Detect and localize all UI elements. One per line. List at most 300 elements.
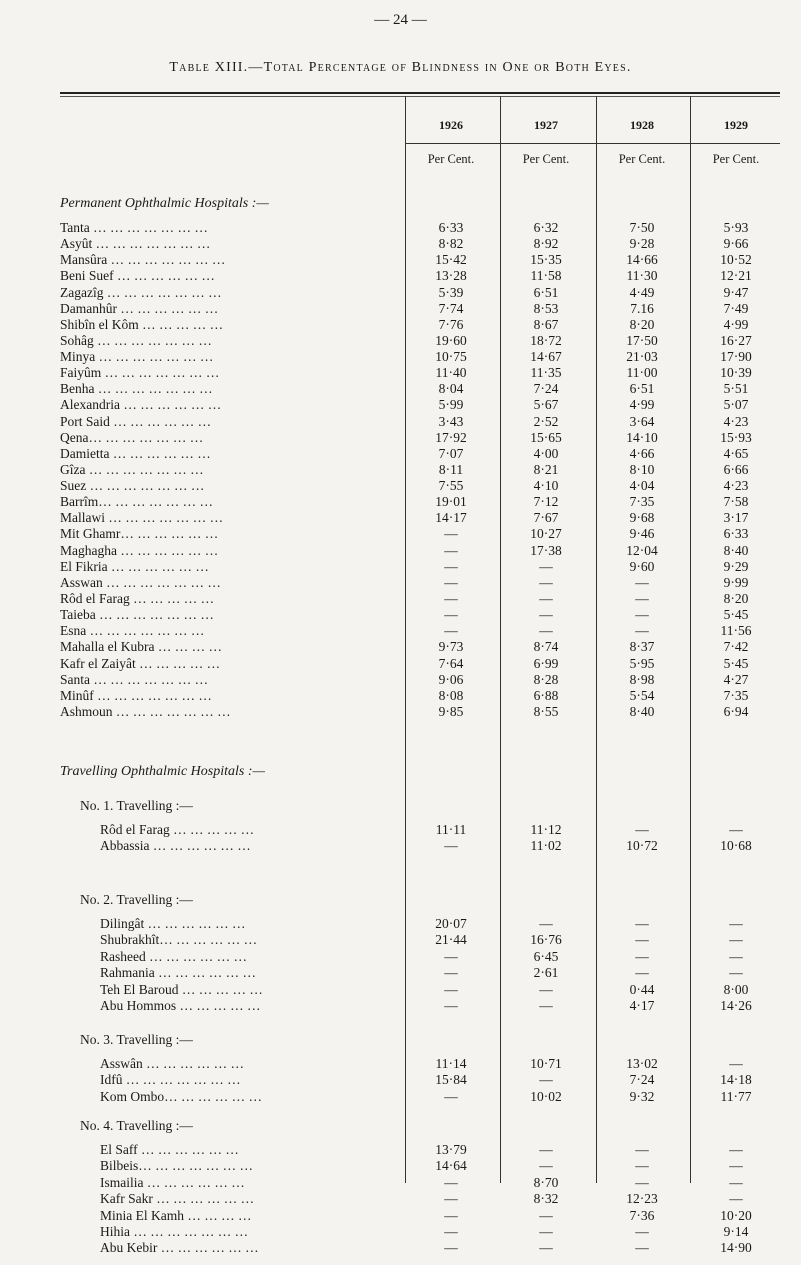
row-label: Ismailia … … … … … … [100,1175,245,1190]
row-label: Damietta … … … … … … [60,446,211,461]
cell-value: 10·02 [530,1089,562,1104]
table-row [0,462,801,479]
cell-value: 14·18 [720,1072,752,1087]
cell-value: 5·95 [629,656,655,671]
row-label: Taieba … … … … … … … [60,607,214,622]
table-row [0,478,801,495]
table-row [0,1191,801,1208]
table-row [0,543,801,560]
row-label: Minûf … … … … … … … [60,688,212,703]
row-label: Zagazîg … … … … … … … [60,285,222,300]
cell-value: 17·50 [626,333,658,348]
cell-value: 11·56 [720,623,752,638]
cell-value: 8·82 [438,236,464,251]
cell-value: 7·49 [723,301,749,316]
cell-value: 10·75 [435,349,467,364]
cell-value: — [635,965,649,980]
cell-value: 8·37 [629,639,655,654]
cell-value: — [635,1175,649,1190]
cell-value: — [444,998,458,1013]
cell-value: 5·07 [723,397,749,412]
cell-value: 9·73 [438,639,464,654]
cell-value: 8·28 [533,672,559,687]
cell-value: 19·60 [435,333,467,348]
table-row [0,591,801,608]
table-row [0,397,801,414]
cell-value: 17·90 [720,349,752,364]
table-row [0,365,801,382]
table-row [0,998,801,1015]
cell-value: — [729,932,743,947]
year-header: 1926 [439,118,463,132]
cell-value: 10·72 [626,838,658,853]
cell-value: 6·45 [533,949,559,964]
cell-value: 9·32 [629,1089,655,1104]
cell-value: 9·60 [629,559,655,574]
row-label: Minya … … … … … … … [60,349,214,364]
cell-value: 7·24 [629,1072,655,1087]
row-label: Gîza … … … … … … … [60,462,204,477]
cell-value: 5·54 [629,688,655,703]
travelling-group-label: No. 3. Travelling :— [80,1032,193,1047]
table-row [0,1240,801,1257]
table-row [0,220,801,237]
top-rule-thin [60,96,780,97]
cell-value: 8·40 [629,704,655,719]
cell-value: 7·42 [723,639,749,654]
row-label: Esna … … … … … … … [60,623,205,638]
table-row [0,268,801,285]
table-row [0,982,801,999]
year-header: 1927 [534,118,558,132]
cell-value: 10·71 [530,1056,562,1071]
year-header: 1929 [724,118,748,132]
cell-value: 10·27 [530,526,562,541]
cell-value: 9·47 [723,285,749,300]
cell-value: 6·33 [438,220,464,235]
table-row [0,932,801,949]
cell-value: — [729,965,743,980]
row-label: Bilbeis… … … … … … … [100,1158,254,1173]
cell-value: 7·24 [533,381,559,396]
cell-value: — [444,1224,458,1239]
cell-value: — [635,591,649,606]
cell-value: — [635,1224,649,1239]
cell-value: 11·12 [530,822,562,837]
table-row [0,317,801,334]
cell-value: 14·26 [720,998,752,1013]
travelling-group-label: No. 1. Travelling :— [80,798,193,813]
cell-value: 3·17 [723,510,749,525]
cell-value: 11·00 [626,365,658,380]
cell-value: — [539,1224,553,1239]
row-label: Port Said … … … … … … [60,414,212,429]
cell-value: 15·93 [720,430,752,445]
cell-value: — [444,965,458,980]
cell-value: — [444,591,458,606]
cell-value: 8·20 [629,317,655,332]
cell-value: 14·10 [626,430,658,445]
cell-value: 8·98 [629,672,655,687]
cell-value: — [635,949,649,964]
cell-value: — [444,982,458,997]
row-label: Rahmania … … … … … … [100,965,256,980]
cell-value: — [444,526,458,541]
cell-value: 8·55 [533,704,559,719]
cell-value: 8·40 [723,543,749,558]
cell-value: 11·11 [435,822,467,837]
cell-value: — [539,982,553,997]
cell-value: — [444,1208,458,1223]
travelling-group-label: No. 2. Travelling :— [80,892,193,907]
cell-value: — [635,916,649,931]
cell-value: — [729,1056,743,1071]
cell-value: 0·44 [629,982,655,997]
cell-value: 7·07 [438,446,464,461]
row-label: Asswan … … … … … … … [60,575,221,590]
cell-value: 7·64 [438,656,464,671]
row-label: Mahalla el Kubra … … … … [60,639,222,654]
row-label: Qena… … … … … … … [60,430,204,445]
cell-value: 13·02 [626,1056,658,1071]
row-label: Barrîm… … … … … … … [60,494,213,509]
unit-header: Per Cent. [712,152,760,166]
cell-value: 11·58 [530,268,562,283]
row-label: Hihia … … … … … … … [100,1224,249,1239]
cell-value: 6·51 [629,381,655,396]
table-row [0,965,801,982]
cell-value: — [635,932,649,947]
cell-value: — [444,559,458,574]
cell-value: 4·17 [629,998,655,1013]
cell-value: — [729,916,743,931]
cell-value: — [729,1175,743,1190]
row-label: Abbassia … … … … … … [100,838,251,853]
table-row [0,822,801,839]
cell-value: — [635,822,649,837]
cell-value: 7·76 [438,317,464,332]
cell-value: 14·66 [626,252,658,267]
cell-value: 6·88 [533,688,559,703]
unit-header: Per Cent. [427,152,475,166]
cell-value: 8·32 [533,1191,559,1206]
row-label: Rôd el Farag … … … … … [100,822,255,837]
cell-value: 4·23 [723,414,749,429]
cell-value: 4·65 [723,446,749,461]
cell-value: 15·65 [530,430,562,445]
cell-value: — [729,822,743,837]
cell-value: 7.16 [630,301,654,316]
cell-value: 21·44 [435,932,467,947]
cell-value: — [539,559,553,574]
cell-value: — [444,543,458,558]
cell-value: — [444,838,458,853]
cell-value: 8·67 [533,317,559,332]
table-title: Table XIII.—Total Percentage of Blindness in One or Both Eyes. [169,60,632,75]
cell-value: 2·61 [533,965,559,980]
cell-value: 13·79 [435,1142,467,1157]
cell-value: — [444,1191,458,1206]
cell-value: — [635,623,649,638]
table-row [0,494,801,511]
cell-value: 16·27 [720,333,752,348]
row-label: Suez … … … … … … … [60,478,205,493]
table-row [0,236,801,253]
cell-value: 17·38 [530,543,562,558]
cell-value: 13·28 [435,268,467,283]
cell-value: — [539,998,553,1013]
cell-value: 8·04 [438,381,464,396]
row-label: Maghagha … … … … … … [60,543,219,558]
cell-value: — [539,916,553,931]
row-label: Ashmoun … … … … … … … [60,704,231,719]
cell-value: 16·76 [530,932,562,947]
cell-value: 7·55 [438,478,464,493]
row-label: El Saff … … … … … … [100,1142,239,1157]
cell-value: 9·28 [629,236,655,251]
row-label: El Fikria … … … … … … [60,559,209,574]
cell-value: — [444,1175,458,1190]
row-label: Asyût … … … … … … … [60,236,211,251]
cell-value: 7·12 [533,494,559,509]
cell-value: 4·99 [629,397,655,412]
cell-value: — [539,575,553,590]
cell-value: 11·40 [435,365,467,380]
cell-value: 9·66 [723,236,749,251]
cell-value: 10·20 [720,1208,752,1223]
cell-value: 8·53 [533,301,559,316]
table-row [0,623,801,640]
row-label: Sohâg … … … … … … … [60,333,212,348]
cell-value: 3·43 [438,414,464,429]
cell-value: 4·66 [629,446,655,461]
cell-value: — [444,607,458,622]
cell-value: — [635,1158,649,1173]
table-row [0,1224,801,1241]
table-row [0,639,801,656]
row-label: Tanta … … … … … … … [60,220,208,235]
cell-value: — [729,1191,743,1206]
year-header: 1928 [630,118,654,132]
table-row [0,575,801,592]
cell-value: 15·35 [530,252,562,267]
row-label: Benha … … … … … … … [60,381,213,396]
cell-value: 17·92 [435,430,467,445]
cell-value: 6·33 [723,526,749,541]
row-label: Shibîn el Kôm … … … … … [60,317,224,332]
table-row [0,252,801,269]
row-label: Kafr Sakr … … … … … … [100,1191,255,1206]
table-row [0,916,801,933]
row-label: Idfû … … … … … … … [100,1072,241,1087]
cell-value: 10·39 [720,365,752,380]
table-row [0,333,801,350]
cell-value: 21·03 [626,349,658,364]
table-row [0,1175,801,1192]
cell-value: — [729,1158,743,1173]
cell-value: 7·67 [533,510,559,525]
top-rule [60,92,780,94]
cell-value: 14·17 [435,510,467,525]
cell-value: 6·94 [723,704,749,719]
row-label: Abu Kebir … … … … … … [100,1240,259,1255]
cell-value: 5·45 [723,607,749,622]
cell-value: 4·99 [723,317,749,332]
cell-value: 8·11 [438,462,464,477]
table-row [0,414,801,431]
cell-value: 7·35 [723,688,749,703]
cell-value: — [635,1142,649,1157]
row-label: Rasheed … … … … … … [100,949,247,964]
cell-value: 8·20 [723,591,749,606]
cell-value: — [635,1240,649,1255]
table-row [0,285,801,302]
cell-value: 9·99 [723,575,749,590]
cell-value: 7·50 [629,220,655,235]
table-row [0,446,801,463]
cell-value: — [444,1089,458,1104]
travelling-group-label: No. 4. Travelling :— [80,1118,193,1133]
cell-value: 4·10 [533,478,559,493]
table-row [0,559,801,576]
unit-header: Per Cent. [522,152,570,166]
row-label: Abu Hommos … … … … … [100,998,261,1013]
cell-value: — [729,949,743,964]
table-row [0,688,801,705]
row-label: Santa … … … … … … … [60,672,209,687]
header-rule [405,143,780,144]
cell-value: 8·21 [533,462,559,477]
cell-value: 8·08 [438,688,464,703]
table-row [0,838,801,855]
table-row [0,301,801,318]
cell-value: — [444,623,458,638]
cell-value: 6·51 [533,285,559,300]
cell-value: 5·99 [438,397,464,412]
cell-value: 8·70 [533,1175,559,1190]
table-row [0,1072,801,1089]
cell-value: — [635,607,649,622]
row-label: Shubrakhît… … … … … … [100,932,258,947]
cell-value: 9·29 [723,559,749,574]
section-heading-permanent: Permanent Ophthalmic Hospitals :— [60,196,269,211]
cell-value: 5·39 [438,285,464,300]
cell-value: — [729,1142,743,1157]
table-row [0,1056,801,1073]
row-label: Rôd el Farag … … … … … [60,591,215,606]
table-row [0,656,801,673]
cell-value: — [539,1208,553,1223]
cell-value: 10·68 [720,838,752,853]
row-label: Beni Suef … … … … … … [60,268,215,283]
cell-value: 12·21 [720,268,752,283]
cell-value: 5·67 [533,397,559,412]
row-label: Asswân … … … … … … [100,1056,244,1071]
cell-value: 4·04 [629,478,655,493]
cell-value: 19·01 [435,494,467,509]
table-row [0,1089,801,1106]
table-row [0,510,801,527]
row-label: Dilingât … … … … … … [100,916,246,931]
cell-value: 15·84 [435,1072,467,1087]
cell-value: 4·00 [533,446,559,461]
row-label: Minia El Kamh … … … … [100,1208,252,1223]
cell-value: 8·92 [533,236,559,251]
cell-value: 8·00 [723,982,749,997]
cell-value: 4·27 [723,672,749,687]
cell-value: 8·74 [533,639,559,654]
cell-value: 4·23 [723,478,749,493]
cell-value: 14·64 [435,1158,467,1173]
cell-value: — [539,591,553,606]
cell-value: — [444,949,458,964]
unit-header: Per Cent. [618,152,666,166]
cell-value: 11·77 [720,1089,752,1104]
cell-value: 5·93 [723,220,749,235]
cell-value: 7·58 [723,494,749,509]
cell-value: 4·49 [629,285,655,300]
cell-value: 5·45 [723,656,749,671]
cell-value: 6·32 [533,220,559,235]
cell-value: 14·67 [530,349,562,364]
page-number: — 24 — [374,12,427,28]
cell-value: — [539,607,553,622]
cell-value: — [444,1240,458,1255]
cell-value: 15·42 [435,252,467,267]
cell-value: 20·07 [435,916,467,931]
row-label: Damanhûr … … … … … … [60,301,219,316]
table-row [0,607,801,624]
cell-value: 6·66 [723,462,749,477]
cell-value: 11·35 [530,365,562,380]
cell-value: 3·64 [629,414,655,429]
cell-value: — [635,575,649,590]
table-row [0,526,801,543]
table-row [0,949,801,966]
row-label: Faiyûm … … … … … … … [60,365,220,380]
cell-value: 9·68 [629,510,655,525]
table-row [0,672,801,689]
row-label: Alexandria … … … … … … [60,397,222,412]
table-row [0,1158,801,1175]
cell-value: 9·14 [723,1224,749,1239]
table-row [0,1208,801,1225]
table-row [0,1142,801,1159]
row-label: Teh El Baroud … … … … … [100,982,263,997]
cell-value: 8·10 [629,462,655,477]
row-label: Mit Ghamr… … … … … … [60,526,219,541]
table-row [0,381,801,398]
cell-value: 11·02 [530,838,562,853]
cell-value: 11·14 [435,1056,467,1071]
cell-value: 11·30 [626,268,658,283]
cell-value: 7·36 [629,1208,655,1223]
cell-value: — [539,1158,553,1173]
cell-value: 6·99 [533,656,559,671]
cell-value: 5·51 [723,381,749,396]
table-row [0,704,801,721]
row-label: Mansûra … … … … … … … [60,252,226,267]
row-label: Mallawi … … … … … … … [60,510,224,525]
cell-value: — [444,575,458,590]
cell-value: 7·35 [629,494,655,509]
row-label: Kom Ombo… … … … … … [100,1089,262,1104]
cell-value: — [539,1142,553,1157]
cell-value: 9·06 [438,672,464,687]
cell-value: 9·46 [629,526,655,541]
cell-value: 7·74 [438,301,464,316]
section-heading-travelling: Travelling Ophthalmic Hospitals :— [60,764,265,779]
